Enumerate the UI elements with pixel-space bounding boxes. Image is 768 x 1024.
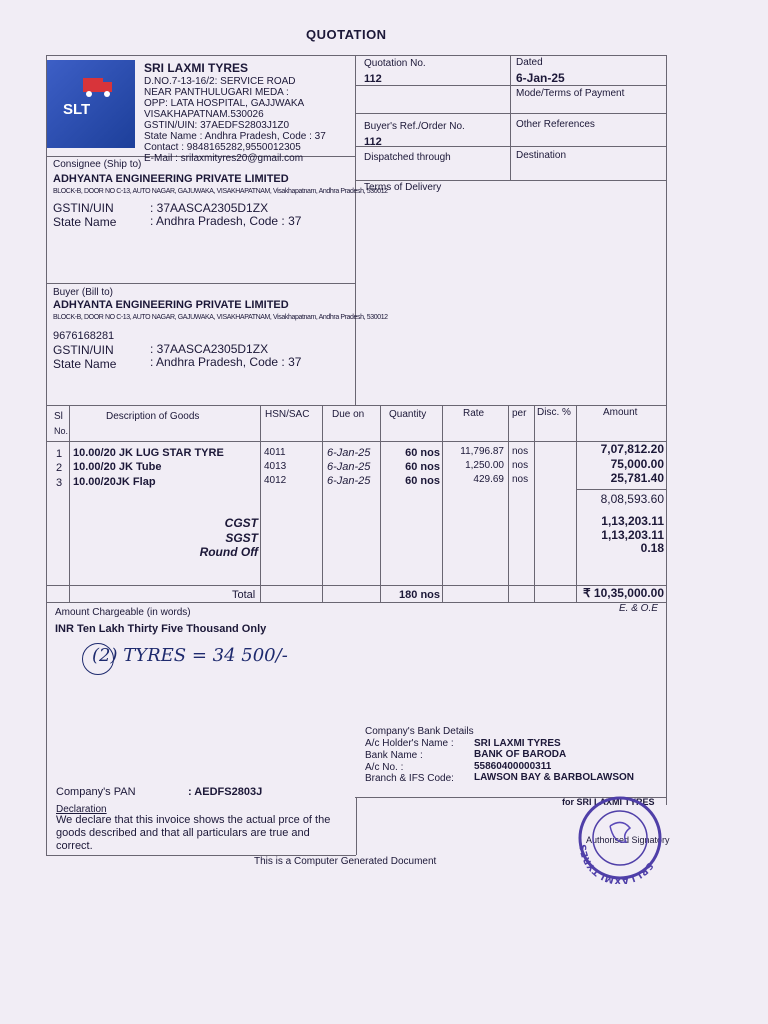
col-line bbox=[442, 405, 443, 602]
seller-gstin: GSTIN/UIN: 37AEDFS2803J1Z0 bbox=[144, 120, 290, 131]
col-line bbox=[69, 405, 70, 602]
consignee-address: BLOCK-B, DOOR NO C-13, AUTO NAGAR, GAJUWAKA, VISAKHAPATNAM, Visakhapatnam, Andhra Pradesh, 530012 bbox=[53, 188, 388, 195]
dated-value: 6-Jan-25 bbox=[516, 71, 565, 85]
row-per: nos bbox=[512, 446, 529, 457]
truck-icon bbox=[47, 60, 135, 148]
col-line bbox=[260, 405, 261, 602]
col-rate-header: Rate bbox=[463, 408, 485, 419]
meta-col bbox=[510, 55, 511, 180]
declaration-label: Declaration bbox=[56, 804, 107, 815]
consignee-gstin-label: GSTIN/UIN bbox=[53, 201, 114, 215]
declaration-line: correct. bbox=[56, 840, 93, 852]
buyer-label: Buyer (Bill to) bbox=[53, 287, 114, 298]
logo-text: SLT bbox=[63, 101, 91, 118]
subtotal-line bbox=[576, 489, 666, 490]
col-amount-header: Amount bbox=[603, 407, 638, 418]
seller-name: SRI LAXMI TYRES bbox=[144, 61, 249, 75]
footer-note: This is a Computer Generated Document bbox=[254, 856, 437, 867]
amount-words-label: Amount Chargeable (in words) bbox=[55, 607, 191, 618]
table-top bbox=[46, 405, 666, 406]
col-line bbox=[576, 405, 577, 602]
total-bottom bbox=[46, 602, 666, 603]
frame-top bbox=[46, 55, 666, 56]
bank-holder: SRI LAXMI TYRES bbox=[474, 738, 561, 749]
seller-address-line: D.NO.7-13-16/2: SERVICE ROAD bbox=[144, 76, 296, 87]
total-amount: ₹ 10,35,000.00 bbox=[582, 586, 664, 600]
row-sl: 3 bbox=[56, 477, 63, 489]
col-hsn-header: HSN/SAC bbox=[265, 409, 310, 420]
frame-mid bbox=[355, 55, 356, 405]
dispatched-label: Dispatched through bbox=[364, 152, 451, 163]
consignee-divider bbox=[46, 283, 355, 284]
bank-branch-label: Branch & IFS Code: bbox=[365, 773, 454, 784]
eoe-note: E. & O.E bbox=[619, 603, 658, 614]
seller-address-line: OPP: LATA HOSPITAL, GAJJWAKA bbox=[144, 98, 305, 109]
frame-right bbox=[666, 55, 667, 805]
row-rate: 429.69 bbox=[473, 474, 504, 485]
company-stamp bbox=[570, 792, 670, 884]
row-amount: 25,781.40 bbox=[610, 471, 664, 485]
subtotal-amount: 8,08,593.60 bbox=[600, 492, 664, 506]
buyer-ref: 112 bbox=[364, 136, 382, 148]
row-sl: 2 bbox=[56, 462, 63, 474]
buyer-gstin: : 37AASCA2305D1ZX bbox=[150, 342, 269, 356]
col-line bbox=[508, 405, 509, 602]
buyer-ref-label: Buyer's Ref./Order No. bbox=[364, 121, 465, 132]
total-top bbox=[46, 585, 666, 586]
col-sl-header-2: No. bbox=[54, 426, 69, 436]
buyer-state: : Andhra Pradesh, Code : 37 bbox=[150, 355, 302, 369]
row-amount: 75,000.00 bbox=[610, 457, 664, 471]
bank-acno: 55860400000311 bbox=[474, 761, 552, 772]
consignee-name: ADHYANTA ENGINEERING PRIVATE LIMITED bbox=[53, 173, 289, 185]
row-rate: 1,250.00 bbox=[465, 460, 504, 471]
col-per-header: per bbox=[512, 408, 527, 419]
row-rate: 11,796.87 bbox=[460, 446, 504, 457]
declaration-line: goods described and that all particulars are true and bbox=[56, 827, 310, 839]
buyer-phone: 9676168281 bbox=[53, 330, 115, 342]
tax-amount-cgst: 1,13,203.11 bbox=[601, 514, 664, 528]
quotation-no-label: Quotation No. bbox=[364, 58, 426, 69]
consignee-state-label: State Name bbox=[53, 215, 117, 229]
bank-branch: LAWSON BAY & BARBOLAWSON bbox=[474, 772, 635, 783]
bank-holder-label: A/c Holder's Name : bbox=[365, 738, 454, 749]
row-hsn: 4013 bbox=[264, 461, 287, 472]
meta-row-line bbox=[355, 146, 666, 147]
tax-label-cgst: CGST bbox=[224, 516, 258, 530]
seller-email: E-Mail : srilaxmityres20@gmail.com bbox=[144, 153, 304, 164]
row-sl: 1 bbox=[56, 448, 63, 460]
seller-state: State Name : Andhra Pradesh, Code : 37 bbox=[144, 131, 326, 142]
meta-row-line bbox=[355, 180, 666, 181]
handwritten-note: (2) TYRES = 34 500/- bbox=[92, 645, 288, 666]
row-amount: 7,07,812.20 bbox=[600, 442, 664, 456]
col-line bbox=[322, 405, 323, 602]
buyer-state-label: State Name bbox=[53, 357, 117, 371]
consignee-state: : Andhra Pradesh, Code : 37 bbox=[150, 214, 302, 228]
svg-text:SRI LAXMI TYRES: SRI LAXMI TYRES bbox=[578, 843, 655, 884]
row-qty: 60 nos bbox=[405, 461, 440, 473]
col-line bbox=[534, 405, 535, 602]
dated-label: Dated bbox=[516, 57, 543, 68]
row-qty: 60 nos bbox=[405, 475, 440, 487]
tax-label-roundoff: Round Off bbox=[199, 545, 258, 559]
meta-row-line bbox=[355, 85, 666, 86]
buyer-gstin-label: GSTIN/UIN bbox=[53, 343, 114, 357]
col-line bbox=[380, 405, 381, 602]
buyer-name: ADHYANTA ENGINEERING PRIVATE LIMITED bbox=[53, 299, 289, 311]
footer-divider bbox=[356, 797, 357, 855]
bank-title: Company's Bank Details bbox=[365, 726, 474, 737]
other-ref-label: Other References bbox=[516, 119, 595, 130]
row-per: nos bbox=[512, 460, 529, 471]
row-desc: 10.00/20 JK LUG STAR TYRE bbox=[73, 447, 224, 459]
signatory-label: Authorised Signatory bbox=[586, 835, 670, 845]
total-qty: 180 nos bbox=[399, 589, 440, 601]
tax-amount-sgst: 1,13,203.11 bbox=[601, 528, 664, 542]
bank-name-label: Bank Name : bbox=[365, 750, 423, 761]
row-due: 6-Jan-25 bbox=[327, 447, 371, 459]
tax-label-sgst: SGST bbox=[225, 531, 258, 545]
row-hsn: 4012 bbox=[264, 475, 287, 486]
row-due: 6-Jan-25 bbox=[327, 461, 371, 473]
terms-label: Terms of Delivery bbox=[364, 182, 442, 193]
buyer-address: BLOCK-B, DOOR NO C-13, AUTO NAGAR, GAJUWAKA, VISAKHAPATNAM, Visakhapatnam, Andhra Pradesh, 530012 bbox=[53, 314, 388, 321]
row-per: nos bbox=[512, 474, 529, 485]
seller-address-line: VISAKHAPATNAM.530026 bbox=[144, 109, 264, 120]
consignee-label: Consignee (Ship to) bbox=[53, 159, 142, 170]
row-due: 6-Jan-25 bbox=[327, 475, 371, 487]
total-label: Total bbox=[232, 589, 256, 601]
for-company: for SRI LAXMI TYRES bbox=[562, 797, 655, 807]
row-hsn: 4011 bbox=[264, 447, 286, 458]
table-header-line bbox=[46, 441, 666, 442]
bank-name: BANK OF BARODA bbox=[474, 749, 567, 760]
col-qty-header: Quantity bbox=[389, 409, 427, 420]
pan-value: : AEDFS2803J bbox=[188, 786, 263, 798]
frame-left bbox=[46, 55, 47, 855]
destination-label: Destination bbox=[516, 150, 567, 161]
col-due-header: Due on bbox=[332, 409, 365, 420]
bank-acno-label: A/c No. : bbox=[365, 762, 404, 773]
seller-contact: Contact : 9848165282,9550012305 bbox=[144, 142, 301, 153]
document-title: QUOTATION bbox=[306, 27, 387, 42]
meta-row-line bbox=[355, 113, 666, 114]
seller-logo bbox=[47, 60, 135, 148]
pan-label: Company's PAN bbox=[56, 786, 136, 798]
tax-amount-roundoff: 0.18 bbox=[640, 541, 664, 555]
consignee-gstin: : 37AASCA2305D1ZX bbox=[150, 201, 269, 215]
amount-words: INR Ten Lakh Thirty Five Thousand Only bbox=[55, 623, 267, 635]
row-qty: 60 nos bbox=[405, 447, 440, 459]
row-desc: 10.00/20 JK Tube bbox=[73, 461, 162, 473]
declaration-line: We declare that this invoice shows the actual prce of the bbox=[56, 814, 331, 826]
quotation-no: 112 bbox=[364, 73, 382, 85]
mode-label: Mode/Terms of Payment bbox=[516, 88, 625, 99]
col-desc-header: Description of Goods bbox=[106, 411, 200, 422]
col-sl-header: Sl bbox=[54, 411, 63, 422]
row-desc: 10.00/20JK Flap bbox=[73, 476, 156, 488]
col-disc-header: Disc. % bbox=[537, 407, 571, 418]
seller-address-line: NEAR PANTHULUGARI MEDA : bbox=[144, 87, 289, 98]
